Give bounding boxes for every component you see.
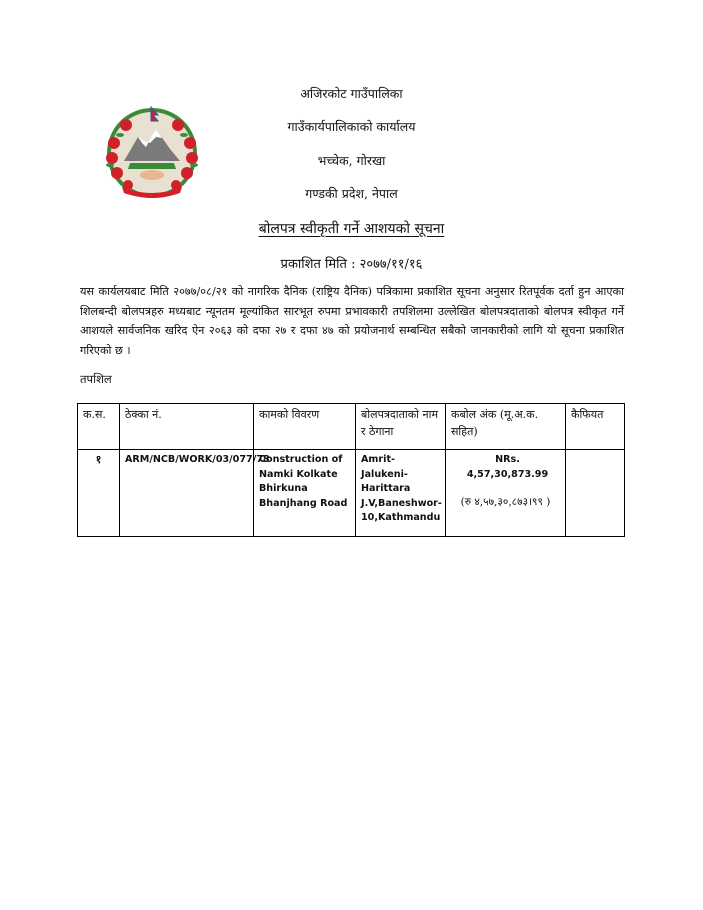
col-header-remarks: कैफियत	[566, 404, 625, 450]
table-row	[78, 450, 625, 537]
notice-body: यस कार्यलयबाट मिति २०७७/०८/२१ को नागरिक दैनिक (राष्ट्रिय दैनिक) पत्रिकामा प्रकाशित सूचना अनुसार रितपूर्वक दर्ता हुन आएका शिलबन्दी बोलपत्रहरु मध्यबाट न्यूनतम मूल्यांकित सारभूत रुपमा प्रभावकारी तपशिलमा उल्लेखित बोलपत्रदाताको बोलपत्र स्वीकृत गर्ने आशयले सार्वजनिक खरिद ऐन २०६३ को दफा २७ र दफा ४७ को प्रयोजनार्थ सम्बन्धित सबैको जानकारीको लागि यो सूचना प्रकाशित गरिएको छ ।	[80, 285, 624, 357]
cell-remarks	[566, 450, 625, 537]
published-date: प्रकाशित मिति : २०७७/११/१६	[280, 257, 423, 272]
cell-amount	[446, 450, 566, 537]
col-header-contract-no: ठेक्का नं.	[120, 404, 254, 450]
col-header-sn: क.स.	[78, 404, 120, 450]
cell-contract-no: ARM/NCB/WORK/03/077/78	[120, 450, 254, 537]
col-header-work: कामको विवरण	[254, 404, 356, 450]
col-header-bidder: बोलपत्रदाताको नाम र ठेगाना	[356, 404, 446, 450]
notice-title: बोलपत्र स्वीकृती गर्ने आशयको सूचना	[258, 221, 445, 237]
table-header-row	[78, 404, 625, 450]
amount-value: NRs. 4,57,30,873.99	[466, 454, 549, 480]
cell-work: Construction of Namki Kolkate Bhirkuna Bhanjhang Road	[254, 450, 356, 537]
office-address: भच्चेक, गोरखा	[317, 153, 386, 168]
cell-sn: १	[78, 450, 120, 537]
col-header-amount: कबोल अंक (मू.अ.क. सहित)	[446, 404, 566, 450]
schedule-label: तपशिल	[80, 372, 112, 386]
office-name: गाउँकार्यपालिकाको कार्यालय	[287, 119, 416, 134]
bid-table	[77, 403, 625, 537]
amount-value-nepali: (रु ४,५७,३०,८७३।९९ )	[460, 496, 551, 508]
cell-bidder: Amrit-Jalukeni-Harittara J.V,Baneshwor-10,Kathmandu	[356, 450, 446, 537]
province-name: गण्डकी प्रदेश, नेपाल	[305, 186, 398, 201]
municipality-name: अजिरकोट गाउँपालिका	[300, 86, 403, 101]
